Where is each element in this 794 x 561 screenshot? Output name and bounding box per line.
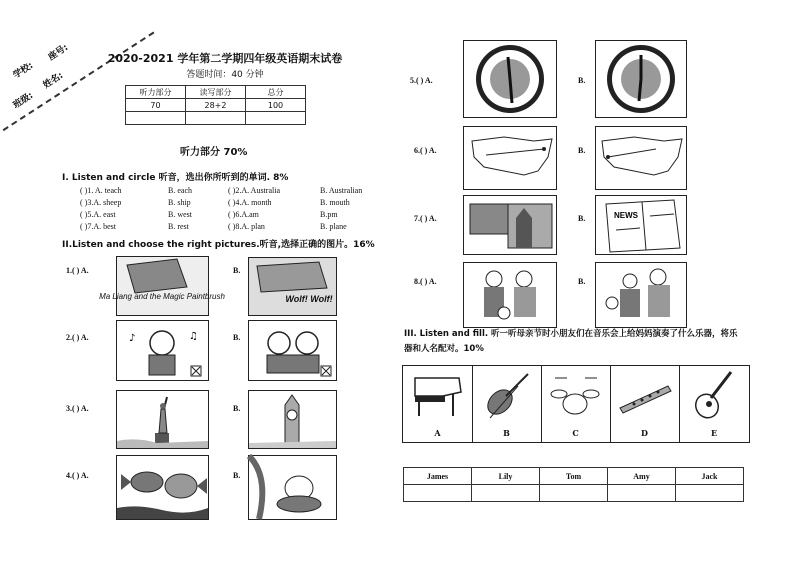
instrument-cell-drums[interactable] bbox=[541, 366, 611, 442]
answer-blank[interactable] bbox=[676, 485, 744, 502]
name-label: 姓名: bbox=[41, 70, 66, 91]
family-a-picture[interactable] bbox=[463, 262, 557, 328]
children-picture[interactable] bbox=[248, 320, 337, 381]
svg-text:Wolf! Wolf!: Wolf! Wolf! bbox=[285, 294, 333, 304]
statue-of-liberty-picture[interactable] bbox=[116, 390, 209, 449]
names-table bbox=[403, 467, 744, 502]
question-item: ( )3.A. sheep bbox=[80, 198, 122, 207]
option-text: B. each bbox=[168, 186, 192, 195]
answer-blank[interactable] bbox=[472, 485, 540, 502]
book-icon bbox=[99, 257, 225, 315]
part2-title: II.Listen and choose the right pictures.听音,选择正确的图片。16% bbox=[62, 240, 375, 250]
instrument-cell-violin[interactable] bbox=[472, 366, 542, 442]
score-value-reading: 28+2 bbox=[186, 99, 246, 112]
clock-tower-icon bbox=[249, 391, 336, 448]
newspaper-picture[interactable] bbox=[595, 195, 687, 255]
letter-a: A bbox=[434, 428, 441, 438]
option-text: B. rest bbox=[168, 222, 189, 231]
children-icon bbox=[249, 321, 336, 380]
option-text: B. Australian bbox=[320, 186, 363, 195]
letter-e: E bbox=[710, 428, 718, 438]
drums-icon bbox=[541, 366, 610, 422]
postcard-icon bbox=[464, 196, 556, 254]
option-text: B. west bbox=[168, 210, 192, 219]
answer-blank[interactable] bbox=[540, 485, 608, 502]
b-label: B. bbox=[233, 266, 241, 275]
question-item: ( )5.A. east bbox=[80, 210, 116, 219]
name-amy: Amy bbox=[608, 468, 676, 485]
question-7-label: 7.( ) A. bbox=[414, 214, 437, 223]
option-text: B. ship bbox=[168, 198, 191, 207]
score-blank[interactable] bbox=[246, 112, 306, 125]
clock-icon bbox=[596, 41, 686, 117]
guitar-icon bbox=[679, 366, 749, 422]
family-b-picture[interactable] bbox=[595, 262, 687, 328]
statue-icon bbox=[117, 391, 208, 448]
family-icon bbox=[464, 263, 556, 327]
name-james: James bbox=[404, 468, 472, 485]
question-item: ( )4.A. month bbox=[228, 198, 272, 207]
exam-time: 答题时间：40 分钟 bbox=[186, 70, 264, 80]
family-icon bbox=[596, 263, 686, 327]
map-icon bbox=[464, 127, 556, 189]
map-a-picture[interactable] bbox=[463, 126, 557, 190]
question-3-label: 3.( ) A. bbox=[66, 404, 89, 413]
b-label: B. bbox=[578, 277, 586, 286]
question-item: ( )7.A. best bbox=[80, 222, 116, 231]
seat-label: 座号: bbox=[46, 42, 71, 63]
bird-nest-picture[interactable] bbox=[248, 455, 337, 520]
child-music-icon bbox=[117, 321, 208, 380]
b-label: B. bbox=[233, 404, 241, 413]
name-tom: Tom bbox=[540, 468, 608, 485]
svg-text:Ma Liang and the Magic Paintbr: Ma Liang and the Magic Paintbrush bbox=[99, 292, 225, 301]
flute-icon bbox=[610, 366, 679, 422]
question-6-label: 6.( ) A. bbox=[414, 146, 437, 155]
option-text: B. mouth bbox=[320, 198, 350, 207]
piano-icon bbox=[403, 366, 472, 422]
score-table bbox=[125, 85, 306, 125]
wolf-book-picture[interactable] bbox=[248, 257, 337, 316]
score-blank[interactable] bbox=[186, 112, 246, 125]
bird-icon bbox=[249, 456, 336, 519]
child-music-picture[interactable] bbox=[116, 320, 209, 381]
instrument-cell-flute[interactable] bbox=[610, 366, 680, 442]
score-value-total: 100 bbox=[246, 99, 306, 112]
question-item: ( )2.A. Australia bbox=[228, 186, 280, 195]
score-header-total: 总分 bbox=[246, 86, 306, 99]
name-lily: Lily bbox=[472, 468, 540, 485]
b-label: B. bbox=[578, 146, 586, 155]
name-jack: Jack bbox=[676, 468, 744, 485]
question-8-label: 8.( ) A. bbox=[414, 277, 437, 286]
b-label: B. bbox=[578, 76, 586, 85]
option-text: B. plane bbox=[320, 222, 347, 231]
question-item: ( )1. A. teach bbox=[80, 186, 122, 195]
svg-text:♪: ♪ bbox=[129, 333, 136, 344]
score-header-listening: 听力部分 bbox=[126, 86, 186, 99]
option-text: B.pm bbox=[320, 210, 338, 219]
score-value-listening: 70 bbox=[126, 99, 186, 112]
clock-b-picture[interactable] bbox=[595, 40, 687, 118]
question-item: ( )8.A. plan bbox=[228, 222, 265, 231]
instrument-cell-piano[interactable] bbox=[403, 366, 473, 442]
exam-title: 2020-2021 学年第二学期四年级英语期末试卷 bbox=[107, 52, 343, 65]
score-blank[interactable] bbox=[126, 112, 186, 125]
newspaper-icon bbox=[596, 196, 686, 254]
b-label: B. bbox=[578, 214, 586, 223]
big-ben-picture[interactable] bbox=[248, 390, 337, 449]
instrument-cell-guitar[interactable] bbox=[679, 366, 749, 442]
clock-a-picture[interactable] bbox=[463, 40, 557, 118]
svg-text:NEWS: NEWS bbox=[614, 211, 638, 220]
clock-icon bbox=[464, 41, 556, 117]
fish-picture[interactable] bbox=[116, 455, 209, 520]
letter-c: C bbox=[572, 428, 579, 438]
violin-icon bbox=[472, 366, 541, 422]
letter-b: B bbox=[503, 428, 510, 438]
wolf-book-icon bbox=[249, 258, 336, 315]
part3-title-line2: 器和人名配对。10% bbox=[404, 344, 484, 354]
question-1-label: 1.( ) A. bbox=[66, 266, 89, 275]
question-4-label: 4.( ) A. bbox=[66, 471, 89, 480]
question-2-label: 2.( ) A. bbox=[66, 333, 89, 342]
answer-blank[interactable] bbox=[404, 485, 472, 502]
listening-title: 听力部分 70% bbox=[180, 147, 248, 158]
b-label: B. bbox=[233, 471, 241, 480]
map-b-picture[interactable] bbox=[595, 126, 687, 190]
map-icon bbox=[596, 127, 686, 189]
school-label: 学校: bbox=[11, 60, 36, 81]
b-label: B. bbox=[233, 333, 241, 342]
class-label: 班级: bbox=[11, 90, 36, 111]
question-5-label: 5.( ) A. bbox=[410, 76, 433, 85]
letter-d: D bbox=[641, 428, 648, 438]
book-picture[interactable] bbox=[99, 256, 225, 316]
instrument-row bbox=[402, 365, 750, 443]
part1-title: I. Listen and circle 听音，选出你所听到的单词. 8% bbox=[62, 173, 289, 183]
fish-icon bbox=[117, 456, 208, 519]
part3-title-line1: III. Listen and fill. 听一听母亲节时小朋友们在音乐会上给妈妈演奏了什么乐器，将乐 bbox=[404, 329, 738, 339]
question-item: ( )6.A.am bbox=[228, 210, 259, 219]
score-header-reading: 读写部分 bbox=[186, 86, 246, 99]
answer-blank[interactable] bbox=[608, 485, 676, 502]
postcard-picture[interactable] bbox=[463, 195, 557, 255]
svg-text:♫: ♫ bbox=[189, 331, 198, 342]
